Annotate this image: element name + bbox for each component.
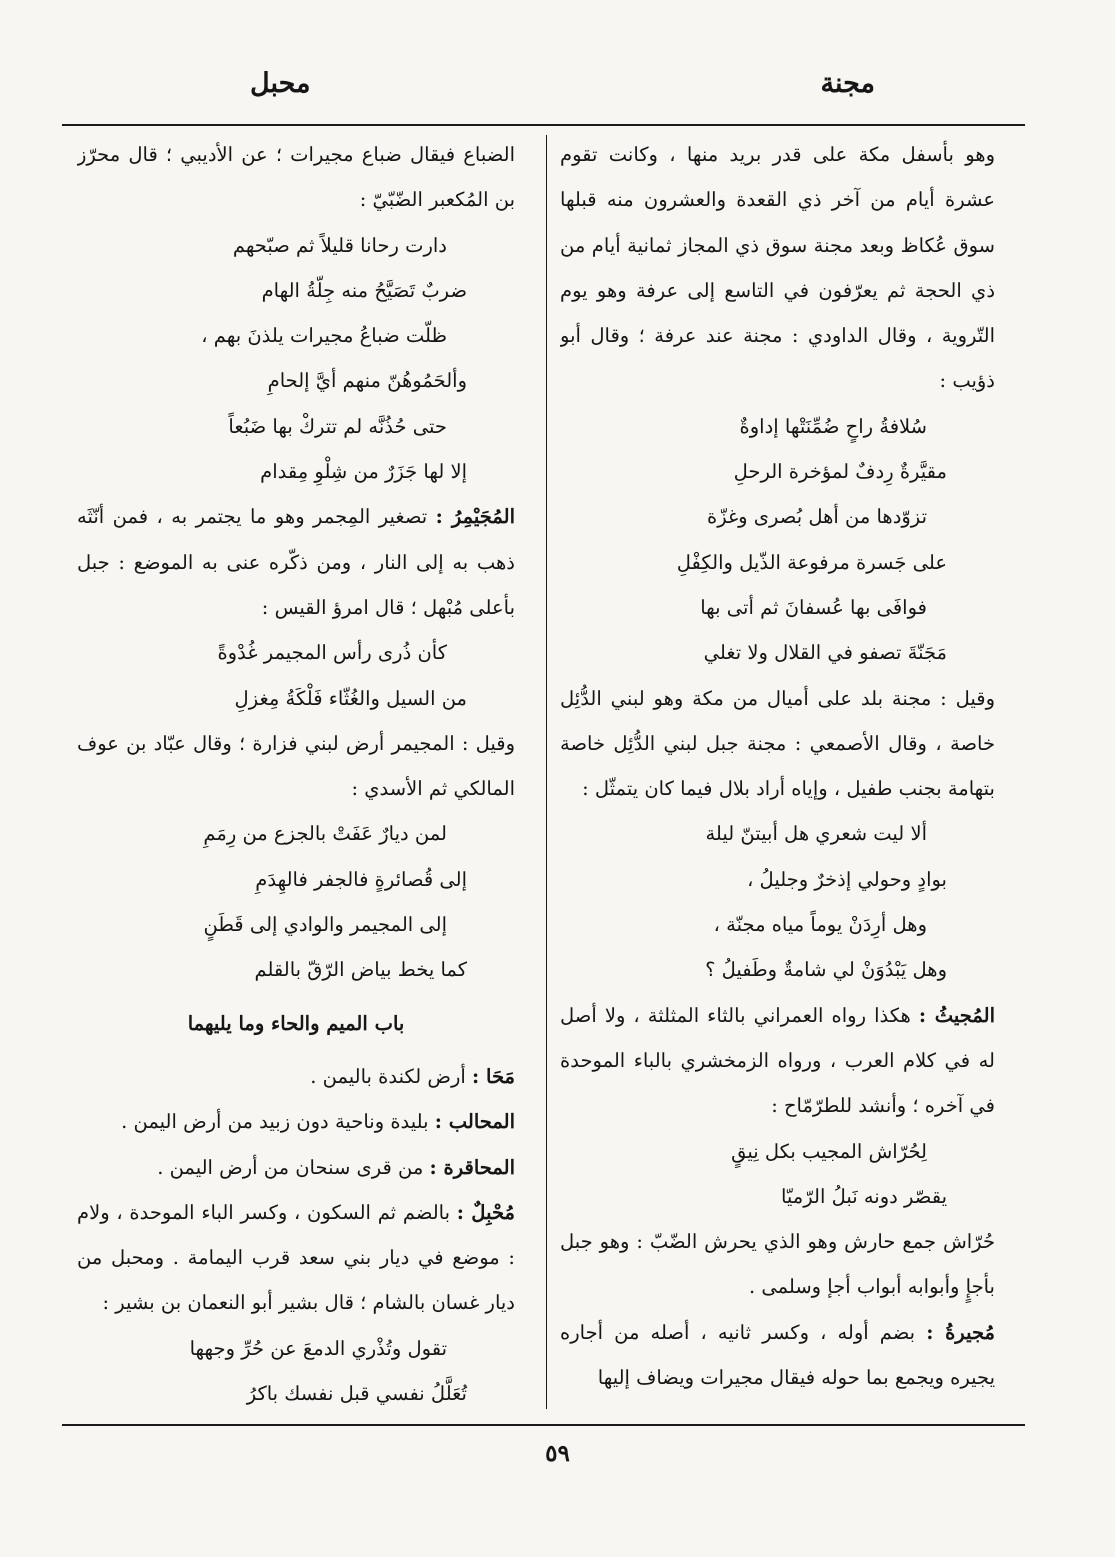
verse-line: على جَسرة مرفوعة الذّيل والكِفْلِ [676, 550, 947, 574]
header-rule [62, 124, 1025, 126]
verse-line: وهل أرِدَنْ يوماً مياه مجنّة ، [713, 913, 927, 937]
verse-line: دارت رحانا قليلاً ثم صبّحهم [232, 233, 447, 257]
entry-headword: المحالب : [434, 1110, 515, 1134]
verse-line: كأن ذُرى رأس المجيمر غُدْوةً [217, 641, 447, 665]
dictionary-entry [77, 1190, 515, 1326]
paragraph: حُرّاش جمع حارش وهو الذي يحرش الضّبّ : وهو جبل بأجإٍ وأبوابه أبواب أجإ وسلمى . [560, 1230, 995, 1299]
verse-line: يقصّر دونه نَبلُ الرّميّا [780, 1184, 947, 1208]
verse-line: من السيل والغُثّاء فَلْكَةُ مِغزلِ [234, 686, 467, 710]
dictionary-entry [560, 993, 995, 1129]
verse-line: تُعَلَّلُ نفسي قبل نفسك باكرُ [246, 1382, 467, 1406]
dictionary-entry [77, 1099, 515, 1144]
verse-line: وهل يَبْدُوَنْ لي شامةٌ وطَفيلُ ؟ [705, 958, 947, 982]
verse-line: إلى قُصائرةٍ فالجفر فالهِدَمِ [255, 867, 467, 891]
entry-text: بضم أوله ، وكسر ثانيه ، أصله من أجاره يجيره ويجمع بما حوله فيقال مجيرات ويضاف إليها [560, 1320, 995, 1390]
entry-headword: المُجيثُ : [918, 1003, 995, 1027]
paragraph: وهو بأسفل مكة على قدر بريد منها ، وكانت تقوم عشرة أيام من آخر ذي القعدة والعشرون منه قبلها سوق عُكاظ وبعد مجنة سوق ذي المجاز ثمانية أيام من ذي الحجة ثم يعرّفون في التاسع إلى عرفة وهو يوم التّروية ، وقال الداودي : مجنة عند عرفة ؛ وقال أبو ذؤيب : [560, 143, 995, 393]
verse-line: لِحُرّاش المجيب بكل نِيقٍ [731, 1139, 927, 1163]
entry-headword: مَحَا : [472, 1064, 515, 1088]
verse-line: تقول وتُذْري الدمعَ عن حُرِّ وجهها [189, 1336, 447, 1360]
footer-rule [62, 1424, 1025, 1426]
entry-text: أرض لكندة باليمن . [310, 1064, 473, 1088]
entry-text: هكذا رواه العمراني بالثاء المثلثة ، ولا أصل له في كلام العرب ، ورواه الزمخشري بالباء الموحدة في آخره ؛ وأنشد للطرّمّاح : [560, 1003, 995, 1118]
verse-line: ضربٌ تَصَيَّحُ منه جِلّةُ الهام [261, 278, 467, 302]
paragraph: الضباع فيقال ضباع مجيرات ؛ عن الأديبي ؛ قال محرّز بن المُكعبر الضّبّيّ : [77, 143, 515, 212]
dictionary-entry [77, 1145, 515, 1190]
verse-line: مقيَّرةٌ رِدفٌ لمؤخرة الرحلِ [733, 460, 947, 484]
verse-line: مَجَنّةَ تصفو في القلال ولا تغلي [703, 641, 947, 665]
verse-line: سُلافةُ راحٍ ضُمِّنَتْها إداوةٌ [739, 414, 927, 438]
dictionary-entry [560, 1310, 995, 1401]
verse-line: حتى حُذُنَّه لم تتركْ بها ضَبُعاً [228, 414, 447, 438]
entry-headword: مُحْبِلٌ : [456, 1200, 515, 1224]
entry-headword: المُجَيْمِرُ : [435, 505, 515, 529]
dictionary-entry [77, 1054, 515, 1099]
entry-text: بالضم ثم السكون ، وكسر الباء الموحدة ، ولام : موضع في ديار بني سعد قرب اليمامة . ومحبل من ديار غسان بالشام ؛ قال بشير أبو النعمان بن بشير : [77, 1200, 515, 1315]
verse-line: لمن ديارٌ عَفَتْ بالجزع من رِمَمِ [203, 822, 447, 846]
verse-line: كما يخط بياض الرّقّ بالقلم [254, 958, 467, 982]
verse-line: تزوّدها من أهل بُصرى وغزّة [706, 505, 927, 529]
verse-line: ألا ليت شعري هل أبيتنّ ليلة [705, 822, 927, 846]
entry-headword: المحاقرة : [429, 1155, 515, 1179]
verse-line: وألحَمُوهُنّ منهم أيَّ إلحامِ [267, 369, 467, 393]
left-column [77, 132, 515, 1412]
entry-text: من قرى سنحان من أرض اليمن . [157, 1155, 430, 1179]
page-number: ٥٩ [545, 1440, 570, 1467]
right-column [560, 132, 995, 1412]
verse-line: فوافَى بها عُسفانَ ثم أتى بها [700, 595, 927, 619]
dictionary-entry [77, 494, 515, 630]
entry-text: تصغير المِجمر وهو ما يجتمر به ، فمن أنّثَه ذهب به إلى النار ، ومن ذكّره عنى به الموضع : جبل بأعلى مُبْهل ؛ قال امرؤ القيس : [77, 505, 515, 619]
section-title: باب الميم والحاء وما يليهما [187, 1011, 405, 1035]
verse-line: إلا لها جَزَرٌ من شِلْوِ مِقدام [260, 460, 467, 484]
paragraph: وقيل : المجيمر أرض لبني فزارة ؛ وقال عبّاد بن عوف المالكي ثم الأسدي : [77, 731, 515, 801]
verse-line: ظلّت ضباعُ مجيرات يلذنَ بهم ، [201, 324, 447, 348]
verse-line: بوادٍ وحولي إذخرٌ وجليلُ ، [747, 867, 947, 891]
paragraph: وقيل : مجنة بلد على أميال من مكة وهو لبني الدُّئِل خاصة ، وقال الأصمعي : مجنة جبل لبني الدُّئِل خاصة بتهامة بجنب طفيل ، وإياه أراد بلال فيما كان يتمثّل : [560, 686, 995, 801]
column-divider [546, 135, 547, 1409]
entry-headword: مُجيرةُ : [926, 1320, 995, 1344]
running-head-left: محبل [250, 68, 311, 99]
verse-line: إلى المجيمر والوادي إلى قَطَنٍ [203, 913, 447, 937]
entry-text: بليدة وناحية دون زبيد من أرض اليمن . [121, 1110, 435, 1134]
running-head-right: مجنة [820, 68, 875, 99]
